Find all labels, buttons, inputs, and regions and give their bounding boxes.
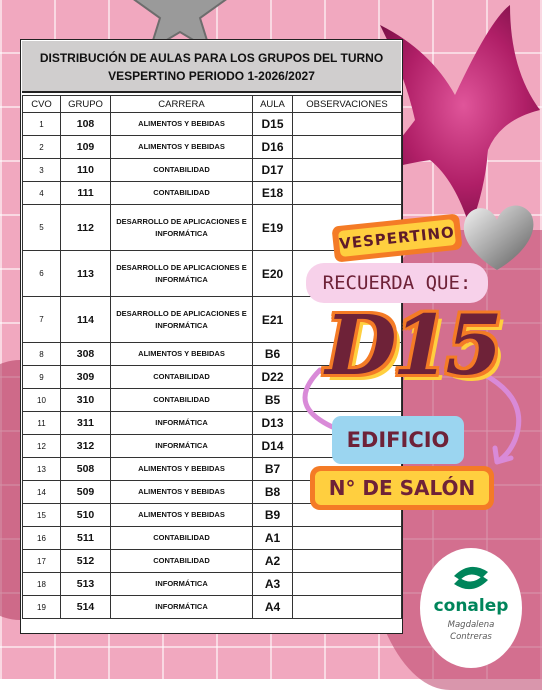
cell-carrera: CONTABILIDAD xyxy=(111,366,253,389)
cell-grupo: 309 xyxy=(61,366,111,389)
cell-cvo: 11 xyxy=(23,412,61,435)
cell-cvo: 18 xyxy=(23,573,61,596)
cell-grupo: 508 xyxy=(61,458,111,481)
cell-carrera: INFORMÁTICA xyxy=(111,435,253,458)
table-row xyxy=(23,573,402,596)
cell-cvo: 15 xyxy=(23,504,61,527)
cell-cvo: 1 xyxy=(23,113,61,136)
cell-cvo: 10 xyxy=(23,389,61,412)
cell-grupo: 510 xyxy=(61,504,111,527)
cell-carrera: INFORMÁTICA xyxy=(111,412,253,435)
cell-cvo: 9 xyxy=(23,366,61,389)
header-aula: AULA xyxy=(253,96,293,113)
cell-carrera: ALIMENTOS Y BEBIDAS xyxy=(111,504,253,527)
cell-observaciones xyxy=(293,573,402,596)
cell-carrera: CONTABILIDAD xyxy=(111,159,253,182)
cell-cvo: 17 xyxy=(23,550,61,573)
cell-aula: B5 xyxy=(253,389,293,412)
cell-observaciones xyxy=(293,527,402,550)
cell-aula: A1 xyxy=(253,527,293,550)
cell-carrera: DESARROLLO DE APLICACIONES E INFORMÁTICA xyxy=(111,251,253,297)
cell-grupo: 512 xyxy=(61,550,111,573)
campus-name-line2: Contreras xyxy=(450,632,492,642)
cell-cvo: 12 xyxy=(23,435,61,458)
cell-aula: D13 xyxy=(253,412,293,435)
cell-carrera: INFORMÁTICA xyxy=(111,573,253,596)
cell-carrera: CONTABILIDAD xyxy=(111,389,253,412)
header-grupo: GRUPO xyxy=(61,96,111,113)
cell-cvo: 6 xyxy=(23,251,61,297)
cell-cvo: 5 xyxy=(23,205,61,251)
building-badge: EDIFICIO xyxy=(332,416,464,464)
cell-observaciones xyxy=(293,550,402,573)
table-title-line2: VESPERTINO PERIODO 1-2026/2027 xyxy=(108,69,315,83)
cell-grupo: 509 xyxy=(61,481,111,504)
cell-grupo: 511 xyxy=(61,527,111,550)
table-row xyxy=(23,159,402,182)
cell-cvo: 2 xyxy=(23,136,61,159)
cell-aula: D17 xyxy=(253,159,293,182)
cell-observaciones xyxy=(293,113,402,136)
cell-grupo: 113 xyxy=(61,251,111,297)
cell-carrera: INFORMÁTICA xyxy=(111,596,253,619)
cell-carrera: CONTABILIDAD xyxy=(111,527,253,550)
cell-aula: B8 xyxy=(253,481,293,504)
cell-aula: D22 xyxy=(253,366,293,389)
cell-carrera: ALIMENTOS Y BEBIDAS xyxy=(111,136,253,159)
example-classroom-code: D15 xyxy=(325,298,499,394)
cell-aula: E20 xyxy=(253,251,293,297)
cell-grupo: 109 xyxy=(61,136,111,159)
conalep-logo xyxy=(420,548,522,668)
cell-grupo: 108 xyxy=(61,113,111,136)
header-observaciones: OBSERVACIONES xyxy=(293,96,402,113)
silver-star-icon xyxy=(130,0,230,40)
cell-cvo: 4 xyxy=(23,182,61,205)
cell-carrera: ALIMENTOS Y BEBIDAS xyxy=(111,113,253,136)
cell-grupo: 110 xyxy=(61,159,111,182)
cell-grupo: 312 xyxy=(61,435,111,458)
cell-carrera: CONTABILIDAD xyxy=(111,550,253,573)
cell-aula: B9 xyxy=(253,504,293,527)
cell-aula: E19 xyxy=(253,205,293,251)
cell-cvo: 14 xyxy=(23,481,61,504)
cell-grupo: 310 xyxy=(61,389,111,412)
table-header-row xyxy=(23,96,402,113)
cell-observaciones xyxy=(293,136,402,159)
cell-cvo: 7 xyxy=(23,297,61,343)
table-title xyxy=(22,41,401,93)
cell-aula: D15 xyxy=(253,113,293,136)
cell-cvo: 16 xyxy=(23,527,61,550)
table-row xyxy=(23,136,402,159)
room-number-badge xyxy=(310,466,494,510)
cell-carrera: ALIMENTOS Y BEBIDAS xyxy=(111,458,253,481)
cell-grupo: 513 xyxy=(61,573,111,596)
vespertino-label: VESPERTINO xyxy=(338,219,456,257)
table-row xyxy=(23,113,402,136)
conalep-wordmark: conalep xyxy=(433,596,509,616)
table-row xyxy=(23,550,402,573)
cell-carrera: ALIMENTOS Y BEBIDAS xyxy=(111,343,253,366)
cell-cvo: 8 xyxy=(23,343,61,366)
cell-aula: D14 xyxy=(253,435,293,458)
table-row xyxy=(23,527,402,550)
cell-grupo: 311 xyxy=(61,412,111,435)
conalep-emblem-icon xyxy=(450,562,492,594)
cell-aula: E18 xyxy=(253,182,293,205)
cell-aula: A2 xyxy=(253,550,293,573)
cell-grupo: 112 xyxy=(61,205,111,251)
room-number-label: N° DE SALÓN xyxy=(315,471,489,505)
table-row xyxy=(23,596,402,619)
cell-aula: E21 xyxy=(253,297,293,343)
table-row xyxy=(23,182,402,205)
cell-observaciones xyxy=(293,182,402,205)
cell-cvo: 19 xyxy=(23,596,61,619)
cell-cvo: 3 xyxy=(23,159,61,182)
cell-aula: D16 xyxy=(253,136,293,159)
cell-observaciones xyxy=(293,596,402,619)
table-title-line1: DISTRIBUCIÓN DE AULAS PARA LOS GRUPOS DEL TURNO xyxy=(39,51,384,65)
cell-observaciones xyxy=(293,159,402,182)
cell-grupo: 514 xyxy=(61,596,111,619)
cell-grupo: 308 xyxy=(61,343,111,366)
campus-name-line1: Magdalena xyxy=(447,620,495,630)
reminder-badge: RECUERDA QUE: xyxy=(306,263,488,303)
cell-aula: A3 xyxy=(253,573,293,596)
cell-aula: B6 xyxy=(253,343,293,366)
header-carrera: CARRERA xyxy=(111,96,253,113)
cell-carrera: CONTABILIDAD xyxy=(111,182,253,205)
cell-carrera: DESARROLLO DE APLICACIONES E INFORMÁTICA xyxy=(111,205,253,251)
cell-aula: A4 xyxy=(253,596,293,619)
header-cvo: CVO xyxy=(23,96,61,113)
cell-carrera: ALIMENTOS Y BEBIDAS xyxy=(111,481,253,504)
cell-aula: B7 xyxy=(253,458,293,481)
cell-grupo: 111 xyxy=(61,182,111,205)
cell-carrera: DESARROLLO DE APLICACIONES E INFORMÁTICA xyxy=(111,297,253,343)
cell-grupo: 114 xyxy=(61,297,111,343)
cell-cvo: 13 xyxy=(23,458,61,481)
